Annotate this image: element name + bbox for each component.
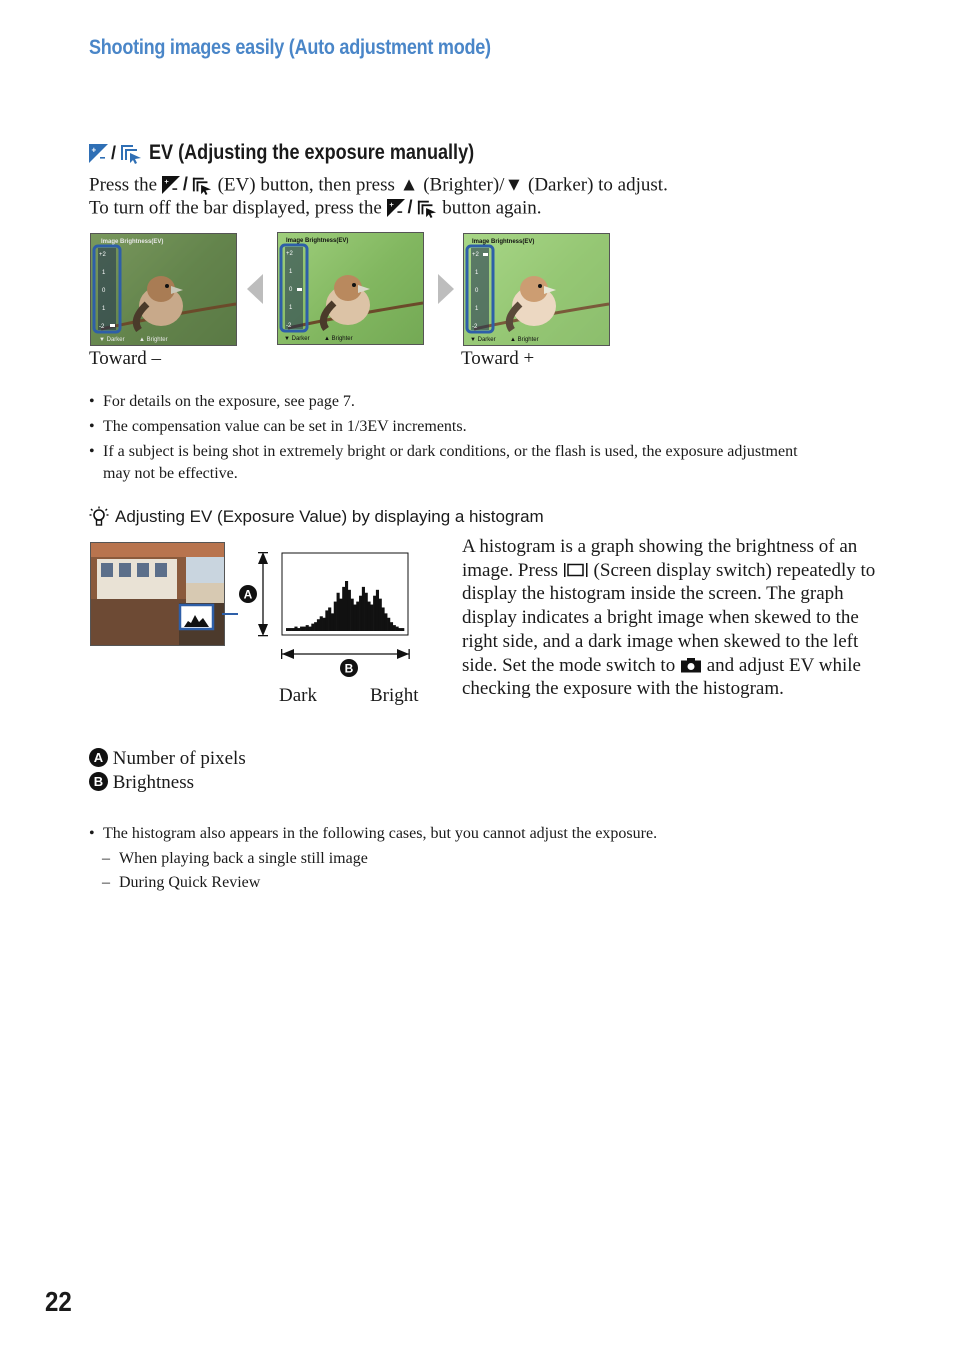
marker-b-label: B: [344, 661, 354, 676]
svg-text:1: 1: [475, 306, 479, 312]
histogram-bar: [387, 618, 390, 631]
histogram-bar: [398, 628, 401, 631]
histogram-bar: [294, 627, 297, 631]
histogram-bar: [393, 625, 396, 631]
screen-toward-plus: [463, 233, 610, 346]
notes-list: [89, 391, 829, 488]
note2-subitem: – During Quick Review: [89, 872, 829, 894]
histogram-bar: [353, 605, 356, 631]
caption-toward-minus: Toward –: [89, 348, 162, 369]
slash-separator: /: [111, 142, 117, 163]
description-part-2: (Screen display switch) repeatedly to display the histogram inside the screen. The graph display indicates a bright image when skewed to the right side, and a dark image when skewed to the left side. Set the mode switch to: [462, 559, 876, 676]
histogram-bar: [342, 587, 345, 631]
svg-text:+2: +2: [286, 251, 293, 257]
histogram-bar: [328, 607, 331, 631]
histogram-bar: [306, 625, 309, 631]
tip-icon: [89, 506, 109, 528]
svg-text:1: 1: [475, 270, 479, 276]
arrow-left-icon: [247, 274, 263, 304]
screen-graphic: [278, 233, 423, 344]
screen-display-switch-icon: [563, 562, 589, 578]
histogram-bar: [365, 593, 368, 631]
self-timer-icon: [416, 198, 438, 218]
svg-text:Image Brightness(EV): Image Brightness(EV): [101, 239, 164, 245]
notes2-list: [89, 823, 829, 896]
legend-b-text: Brightness: [112, 772, 195, 793]
svg-text:▲ Brighter: ▲ Brighter: [139, 337, 168, 343]
legend-a-marker: A: [89, 748, 108, 767]
screen-toward-minus: [90, 233, 237, 346]
svg-text:1: 1: [289, 269, 293, 275]
screen-middle: [277, 232, 424, 345]
svg-text:-2: -2: [472, 324, 478, 330]
instruction-line-2: [89, 196, 541, 220]
histogram-bar: [384, 613, 387, 631]
svg-text:+: +: [388, 199, 394, 209]
histogram-bar: [390, 622, 393, 631]
histogram-bar: [286, 628, 289, 631]
histogram-bar: [289, 628, 292, 631]
tip-heading: [89, 506, 544, 528]
svg-text:1: 1: [102, 306, 106, 312]
svg-text:▼ Darker: ▼ Darker: [99, 337, 125, 343]
histogram-bar: [314, 622, 317, 631]
histogram-diagram: [238, 550, 418, 680]
histogram-bar: [323, 618, 326, 631]
histogram-bar: [334, 602, 337, 631]
legend-a: [89, 748, 246, 770]
note-item: • The compensation value can be set in 1/3EV increments.: [89, 416, 829, 438]
histogram-bar: [376, 590, 379, 631]
histogram-bar: [339, 599, 342, 631]
svg-text:▲ Brighter: ▲ Brighter: [324, 336, 353, 342]
instruction-pre-2: To turn off the bar displayed, press the: [89, 197, 382, 219]
svg-text:▲ Brighter: ▲ Brighter: [510, 337, 539, 343]
svg-text:-2: -2: [286, 323, 292, 329]
ev-button-icon-group-2: + /: [387, 196, 438, 219]
svg-text:+2: +2: [99, 252, 106, 258]
svg-text:0: 0: [289, 287, 293, 293]
arrow-right-icon: [438, 274, 454, 304]
histogram-bar: [292, 628, 295, 631]
histogram-bar: [359, 596, 362, 631]
histogram-photo: [90, 542, 225, 646]
histogram-bar: [351, 599, 354, 631]
svg-text:-2: -2: [99, 324, 105, 330]
caption-toward-plus: Toward +: [461, 348, 535, 369]
note-item: • If a subject is being shot in extremely bright or dark conditions, or the flash is used, the exposure adjustment may not be effective.: [89, 441, 829, 485]
ev-button-icon-group: + /: [162, 173, 213, 196]
screen-graphic: [464, 234, 609, 345]
svg-text:+2: +2: [472, 252, 479, 258]
histogram-bar: [370, 605, 373, 631]
section-title-row: [89, 139, 527, 167]
histogram-bar: [373, 596, 376, 631]
svg-text:+: +: [164, 176, 169, 186]
histogram-bar: [367, 602, 370, 631]
histogram-bar: [320, 616, 323, 631]
label-bright: Bright: [370, 685, 419, 706]
exposure-icon: [162, 176, 180, 194]
instruction-post-2: button again.: [442, 197, 542, 219]
section-title: EV (Adjusting the exposure manually): [149, 141, 475, 164]
page-number: 22: [45, 1286, 72, 1317]
tip-title: Adjusting EV (Exposure Value) by displaying a histogram: [115, 507, 544, 526]
histogram-description: [462, 535, 892, 701]
histogram-bar: [300, 627, 303, 631]
instruction-line-1: [89, 173, 668, 197]
histogram-bar: [311, 624, 314, 631]
photo-graphic: [91, 543, 224, 645]
histogram-bar: [337, 593, 340, 631]
svg-text:Image Brightness(EV): Image Brightness(EV): [472, 239, 535, 245]
histogram-bar: [396, 627, 399, 631]
svg-text:0: 0: [475, 288, 479, 294]
svg-text:▼ Darker: ▼ Darker: [470, 337, 496, 343]
instruction-pre: Press the: [89, 174, 158, 196]
histogram-bar: [379, 599, 382, 631]
histogram-bar: [297, 628, 300, 631]
histogram-bar: [345, 581, 348, 631]
histogram-bar: [317, 619, 320, 631]
histogram-bar: [356, 602, 359, 631]
histogram-bar: [348, 590, 351, 631]
legend-a-text: Number of pixels: [112, 748, 246, 769]
legend-b: [89, 772, 194, 794]
histogram-bar: [362, 587, 365, 631]
exposure-icon: [89, 144, 108, 163]
legend-b-marker: B: [89, 772, 108, 791]
svg-text:1: 1: [289, 305, 293, 311]
histogram-bar: [331, 613, 334, 631]
histogram-bar: [303, 627, 306, 631]
note-item: • For details on the exposure, see page 7.: [89, 391, 829, 413]
note2-subitem: – When playing back a single still image: [89, 848, 829, 870]
screen-graphic: [91, 234, 236, 345]
label-dark: Dark: [279, 685, 317, 706]
self-timer-icon: [191, 175, 213, 195]
histogram-callout-line: [222, 612, 238, 616]
histogram-bar: [382, 607, 385, 631]
svg-text:0: 0: [102, 288, 106, 294]
page-header: Shooting images easily (Auto adjustment mode): [89, 36, 491, 59]
camera-mode-icon: [680, 657, 702, 673]
histogram-bar: [325, 610, 328, 631]
exposure-icon: [387, 199, 405, 217]
histogram-svg: [238, 550, 418, 680]
marker-a-label: A: [243, 587, 253, 602]
description-part-3: and adjust EV while checking the exposure with the histogram.: [462, 654, 861, 700]
instruction-mid: (EV) button, then press ▲ (Brighter)/▼ (Darker) to adjust.: [217, 174, 668, 196]
svg-text:▼ Darker: ▼ Darker: [284, 336, 310, 342]
self-timer-icon: [119, 142, 143, 164]
svg-text:+: +: [91, 145, 97, 154]
svg-text:Image Brightness(EV): Image Brightness(EV): [286, 238, 349, 244]
note2-item: • The histogram also appears in the following cases, but you cannot adjust the exposure.: [89, 823, 829, 845]
description-part-1: A histogram is a graph showing the brightness of an image. Press: [462, 536, 858, 581]
histogram-bar: [401, 628, 404, 631]
histogram-bar: [308, 627, 311, 631]
svg-text:1: 1: [102, 270, 106, 276]
